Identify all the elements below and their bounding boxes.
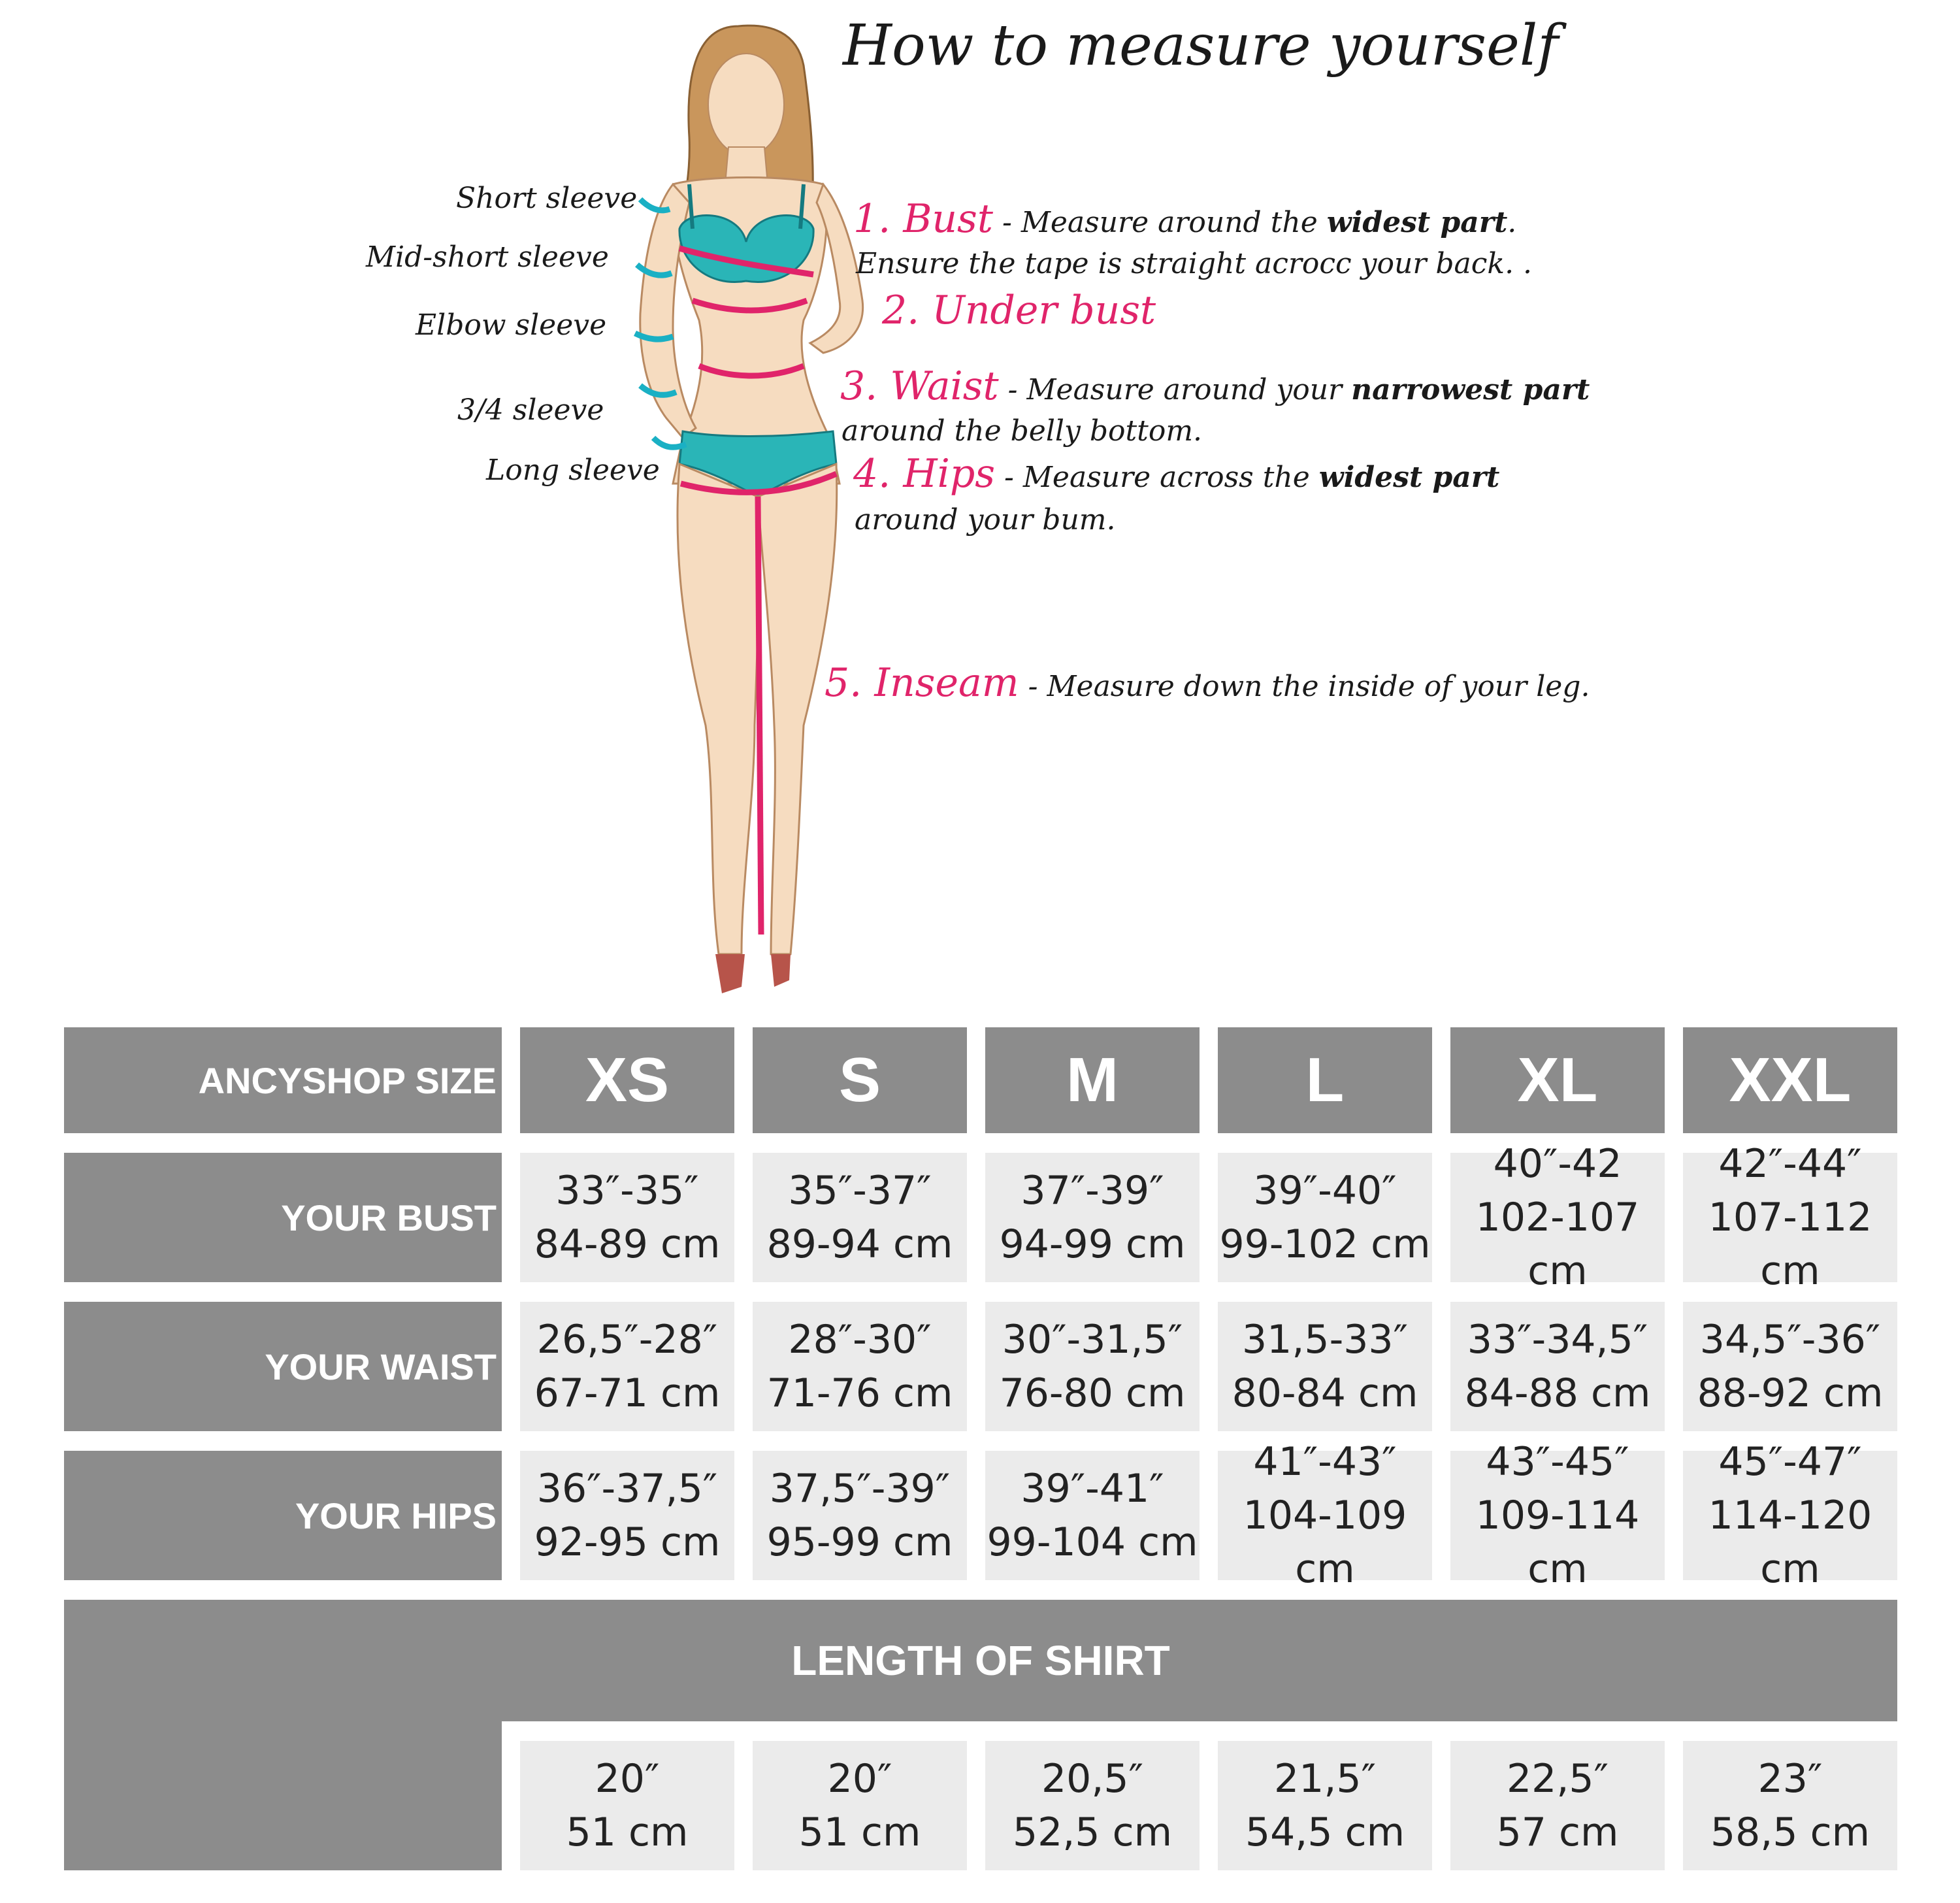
length-of-shirt-header: LENGTH OF SHIRT — [64, 1600, 1897, 1721]
bust-cell-l: 39″-40″ 99-102 cm — [1218, 1153, 1432, 1282]
step-bust-label: 1. Bust — [853, 196, 993, 242]
waist-cell-xs: 26,5″-28″ 67-71 cm — [520, 1302, 734, 1431]
row-label-hips: YOUR HIPS — [64, 1451, 502, 1580]
row-label-waist: YOUR WAIST — [64, 1302, 502, 1431]
size-header-l: L — [1218, 1027, 1432, 1133]
length-cell-xxl: 23″ 58,5 cm — [1683, 1741, 1897, 1870]
length-cell-xl: 22,5″ 57 cm — [1450, 1741, 1665, 1870]
length-cell-s: 20″ 51 cm — [753, 1741, 967, 1870]
hips-cell-l: 41″-43″ 104-109 cm — [1218, 1451, 1432, 1580]
sleeve-label-mid-short: Mid-short sleeve — [366, 240, 609, 274]
step-waist-note: around the belly bottom. — [841, 414, 1203, 448]
waist-cell-m: 30″-31,5″ 76-80 cm — [985, 1302, 1200, 1431]
sleeve-label-long: Long sleeve — [486, 454, 660, 487]
bust-cell-m: 37″-39″ 94-99 cm — [985, 1153, 1200, 1282]
bust-cell-xs: 33″-35″ 84-89 cm — [520, 1153, 734, 1282]
step-hips-label: 4. Hips — [853, 451, 996, 497]
length-cell-xs: 20″ 51 cm — [520, 1741, 734, 1870]
step-underbust-label: 2. Under bust — [882, 288, 1156, 333]
waist-cell-xxl: 34,5″-36″ 88-92 cm — [1683, 1302, 1897, 1431]
size-header-m: M — [985, 1027, 1200, 1133]
sleeve-label-elbow: Elbow sleeve — [416, 308, 607, 342]
step-bust: 1. Bust - Measure around the widest part. — [853, 196, 1517, 242]
hips-cell-xs: 36″-37,5″ 92-95 cm — [520, 1451, 734, 1580]
step-hips-note: around your bum. — [855, 503, 1116, 537]
hips-cell-xxl: 45″-47″ 114-120 cm — [1683, 1451, 1897, 1580]
page-title: How to measure yourself — [843, 13, 1559, 78]
length-cell-l: 21,5″ 54,5 cm — [1218, 1741, 1432, 1870]
step-waist-label: 3. Waist — [840, 363, 999, 409]
step-waist: 3. Waist - Measure around your narrowest part — [840, 363, 1590, 409]
length-cell-m: 20,5″ 52,5 cm — [985, 1741, 1200, 1870]
size-header-label: ANCYSHOP SIZE — [64, 1027, 502, 1133]
size-header-xl: XL — [1450, 1027, 1665, 1133]
sleeve-label-short: Short sleeve — [456, 182, 638, 215]
size-header-xs: XS — [520, 1027, 734, 1133]
bust-cell-xxl: 42″-44″ 107-112 cm — [1683, 1153, 1897, 1282]
waist-cell-xl: 33″-34,5″ 84-88 cm — [1450, 1302, 1665, 1431]
row-label-bust: YOUR BUST — [64, 1153, 502, 1282]
bust-cell-xl: 40″-42 102-107 cm — [1450, 1153, 1665, 1282]
hips-cell-xl: 43″-45″ 109-114 cm — [1450, 1451, 1665, 1580]
length-row-label-block — [64, 1721, 502, 1870]
size-header-xxl: XXL — [1683, 1027, 1897, 1133]
step-inseam-label: 5. Inseam — [825, 660, 1019, 706]
waist-cell-s: 28″-30″ 71-76 cm — [753, 1302, 967, 1431]
waist-cell-l: 31,5-33″ 80-84 cm — [1218, 1302, 1432, 1431]
step-hips: 4. Hips - Measure across the widest part — [853, 451, 1500, 497]
sleeve-label-three-quarter: 3/4 sleeve — [457, 393, 604, 427]
bust-cell-s: 35″-37″ 89-94 cm — [753, 1153, 967, 1282]
hips-cell-m: 39″-41″ 99-104 cm — [985, 1451, 1200, 1580]
step-inseam: 5. Inseam - Measure down the inside of your leg. — [825, 660, 1590, 706]
step-bust-note: Ensure the tape is straight acrocc your back. . — [856, 247, 1533, 280]
size-header-s: S — [753, 1027, 967, 1133]
hips-cell-s: 37,5″-39″ 95-99 cm — [753, 1451, 967, 1580]
